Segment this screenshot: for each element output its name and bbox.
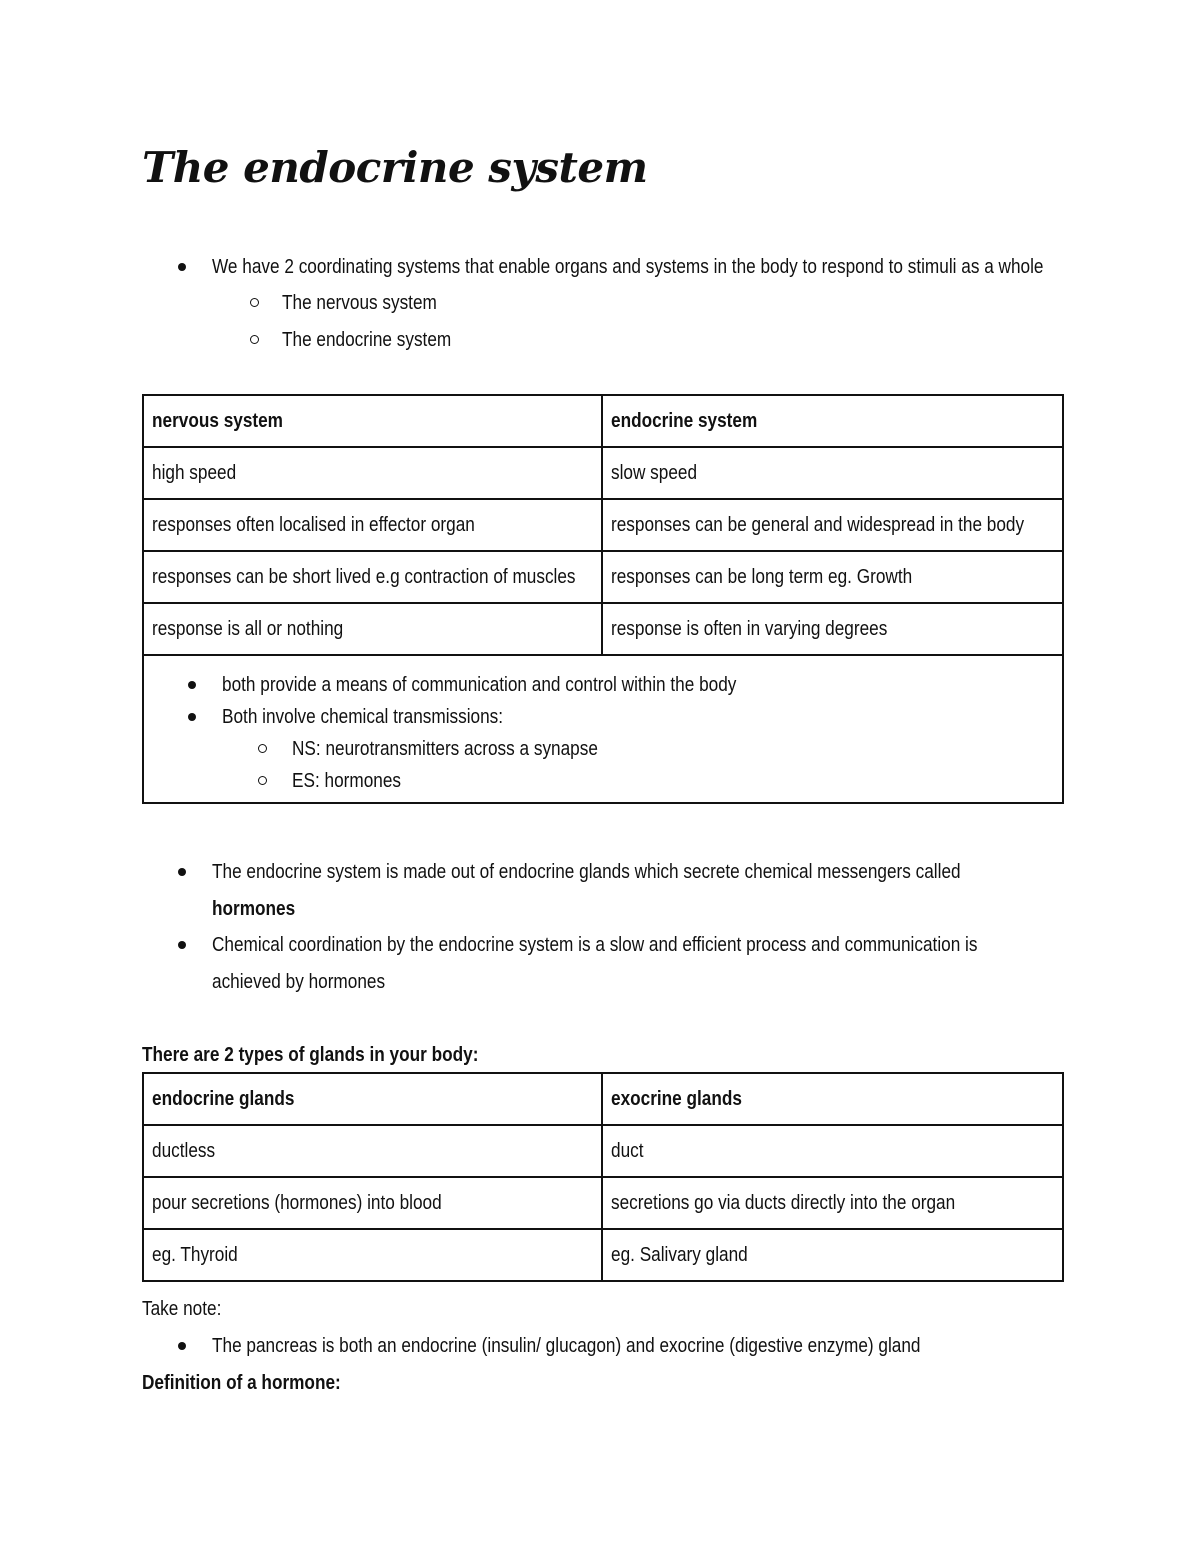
table-header-cell: nervous system — [143, 395, 602, 447]
table-notes-row — [143, 655, 1063, 803]
table-row — [143, 1125, 1063, 1177]
table-cell: secretions go via ducts directly into the organ — [602, 1177, 1063, 1229]
definition-heading: Definition of a hormone: — [142, 1372, 341, 1394]
intro-subitem — [250, 327, 650, 353]
table-cell: responses often localised in effector organ — [143, 499, 602, 551]
table-row — [143, 1177, 1063, 1229]
body-bullet — [178, 932, 1058, 958]
notes-bullet — [188, 672, 1028, 698]
table-cell: ductless — [143, 1125, 602, 1177]
table-cell: responses can be short lived e.g contraction of muscles — [143, 551, 602, 603]
take-note-bullet-text: The pancreas is both an endocrine (insulin/ glucagon) and exocrine (digestive enzyme) gland — [212, 1335, 921, 1357]
bullet-dot-icon — [188, 713, 196, 721]
notes-subitem — [258, 768, 958, 794]
table-header-cell: exocrine glands — [602, 1073, 1063, 1125]
table-header-cell: endocrine glands — [143, 1073, 602, 1125]
table-row — [143, 603, 1063, 655]
body-bullet-text: The endocrine system is made out of endocrine glands which secrete chemical messengers called — [212, 861, 961, 883]
intro-bullet-text: We have 2 coordinating systems that enable organs and systems in the body to respond to stimuli as a whole — [212, 256, 1044, 278]
take-note-bullet — [178, 1333, 1058, 1359]
body-bullet-text: Chemical coordination by the endocrine system is a slow and efficient process and communication is — [212, 934, 978, 956]
notes-subitem — [258, 736, 958, 762]
table-cell: high speed — [143, 447, 602, 499]
intro-bullet — [178, 254, 1058, 280]
notes-bullet-text: Both involve chemical transmissions: — [222, 706, 504, 728]
table-row — [143, 1229, 1063, 1281]
bullet-circle-icon — [250, 298, 259, 307]
take-note-label: Take note: — [142, 1298, 222, 1320]
intro-subitem-text: The nervous system — [282, 292, 437, 314]
hormones-bold-text: hormones — [212, 898, 296, 920]
body-bullet-continuation — [212, 896, 612, 922]
table-row — [143, 447, 1063, 499]
table-header-cell: endocrine system — [602, 395, 1063, 447]
body-bullet-continuation — [212, 969, 612, 995]
table-cell: response is all or nothing — [143, 603, 602, 655]
bullet-dot-icon — [178, 1342, 186, 1350]
table-row — [143, 551, 1063, 603]
intro-subitem — [250, 290, 650, 316]
table-cell: response is often in varying degrees — [602, 603, 1063, 655]
table-row — [143, 499, 1063, 551]
bullet-circle-icon — [250, 335, 259, 344]
table-cell: duct — [602, 1125, 1063, 1177]
notes-subitem-text: NS: neurotransmitters across a synapse — [292, 738, 598, 760]
notes-subitem-text: ES: hormones — [292, 770, 401, 792]
table-header-row — [143, 395, 1063, 447]
table-cell: eg. Thyroid — [143, 1229, 602, 1281]
bullet-circle-icon — [258, 776, 267, 785]
comparison-table — [142, 394, 1064, 804]
bullet-dot-icon — [178, 263, 186, 271]
notes-bullet-text: both provide a means of communication and control within the body — [222, 674, 737, 696]
bullet-dot-icon — [178, 941, 186, 949]
table-cell: responses can be long term eg. Growth — [602, 551, 1063, 603]
glands-table — [142, 1072, 1064, 1282]
body-bullet — [178, 859, 1058, 885]
table-notes-cell — [143, 655, 1063, 803]
glands-heading: There are 2 types of glands in your body: — [142, 1044, 479, 1066]
table-cell: slow speed — [602, 447, 1063, 499]
table-header-row — [143, 1073, 1063, 1125]
table-cell: eg. Salivary gland — [602, 1229, 1063, 1281]
intro-subitem-text: The endocrine system — [282, 329, 452, 351]
table-cell: pour secretions (hormones) into blood — [143, 1177, 602, 1229]
body-bullet-text: achieved by hormones — [212, 971, 386, 993]
bullet-circle-icon — [258, 744, 267, 753]
notes-bullet — [188, 704, 1028, 730]
bullet-dot-icon — [188, 681, 196, 689]
bullet-dot-icon — [178, 868, 186, 876]
page-title: The endocrine system — [142, 143, 648, 192]
table-cell: responses can be general and widespread in the body — [602, 499, 1063, 551]
